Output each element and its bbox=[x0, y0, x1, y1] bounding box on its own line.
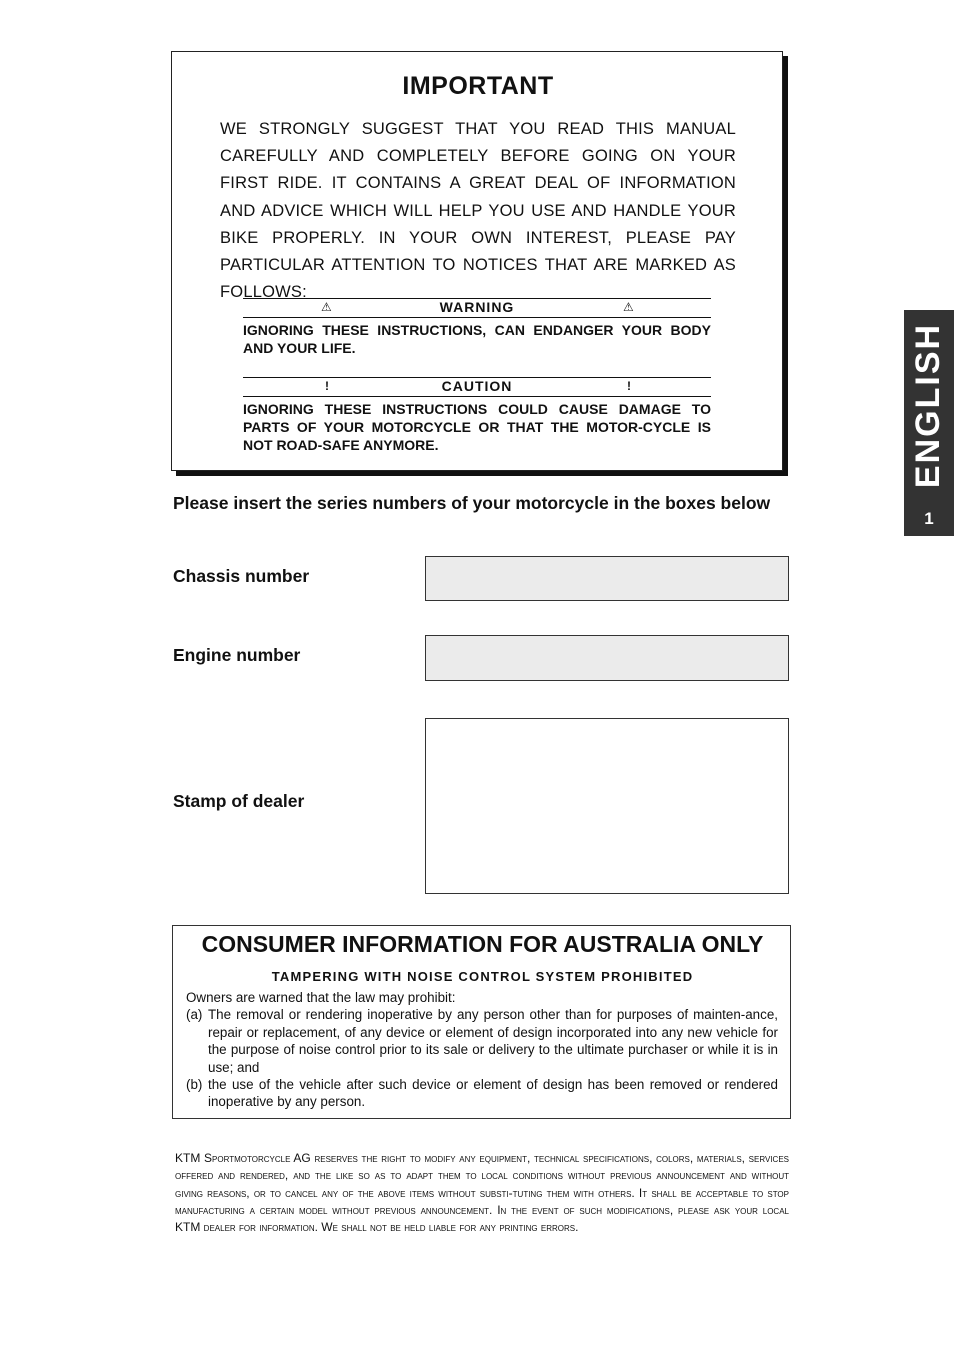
consumer-subtitle: TAMPERING WITH NOISE CONTROL SYSTEM PROHIBITED bbox=[271, 969, 694, 984]
chassis-number-box bbox=[425, 556, 789, 601]
caution-header bbox=[243, 377, 711, 397]
list-item bbox=[186, 1076, 778, 1111]
disclaimer-text: KTM Sportmotorcycle AG reserves the right to modify any equipment, technical specifications, colors, materials, services offered and rendered, and the like so as to adapt them to local conditions without previous announcement and without giving reasons, or to cancel any of the above items without substi-tuting them with others. It shall be acceptable to stop manufacturing a certain model without previous announcement. In the event of such modifications, please ask your local KTM dealer for information. We shall not be held liable for any printing errors. bbox=[175, 1151, 789, 1235]
series-instruction: Please insert the series numbers of your motorcycle in the boxes below bbox=[173, 493, 771, 513]
consumer-title: CONSUMER INFORMATION FOR AUSTRALIA ONLY bbox=[201, 931, 764, 957]
list-item-marker: (a) bbox=[186, 1007, 203, 1023]
list-item bbox=[186, 1006, 778, 1076]
engine-number-box bbox=[425, 635, 789, 681]
important-notice-box bbox=[171, 51, 783, 471]
warning-label: WARNING bbox=[439, 299, 515, 315]
caution-label: CAUTION bbox=[441, 378, 513, 394]
exclamation-icon: ! bbox=[627, 379, 632, 393]
language-side-tab bbox=[904, 310, 954, 536]
side-tab-language: ENGLISH bbox=[909, 322, 948, 488]
warning-triangle-icon: ⚠ bbox=[623, 300, 635, 314]
important-text: WE STRONGLY SUGGEST THAT YOU READ THIS MANUAL CAREFULLY AND COMPLETELY BEFORE GOING ON YOUR FIRST RIDE. IT CONTAINS A GREAT DEAL OF INFORMATION AND ADVICE WHICH WILL HELP YOU USE AND HANDLE YOUR BIKE PROPERLY. IN YOUR OWN INTEREST, PLEASE PAY PARTICULAR ATTENTION TO NOTICES THAT ARE MARKED AS FOLLOWS: bbox=[220, 120, 736, 302]
list-item-marker: (b) bbox=[186, 1077, 203, 1093]
consumer-body bbox=[186, 989, 778, 1111]
caution-text: IGNORING THESE INSTRUCTIONS COULD CAUSE DAMAGE TO PARTS OF YOUR MOTORCYCLE OR THAT THE MOTOR-CYCLE IS NOT ROAD-SAFE ANYMORE. bbox=[243, 401, 711, 453]
chassis-number-label: Chassis number bbox=[173, 566, 310, 586]
consumer-intro: Owners are warned that the law may prohibit: bbox=[186, 990, 456, 1005]
dealer-stamp-box bbox=[425, 718, 789, 894]
important-title: IMPORTANT bbox=[402, 72, 554, 100]
list-item-text: The removal or rendering inoperative by any person other than for purposes of mainten-ance, repair or replacement, of any device or element of design incorporated into any new vehicle for the purpose of noise control prior to its sale or delivery to the ultimate purchaser or while it is in use; and bbox=[208, 1007, 778, 1075]
warning-header bbox=[243, 298, 711, 318]
page-number: 1 bbox=[924, 509, 934, 528]
warning-text: IGNORING THESE INSTRUCTIONS, CAN ENDANGER YOUR BODY AND YOUR LIFE. bbox=[243, 322, 711, 356]
warning-notice bbox=[243, 298, 711, 357]
side-tab-language-wrap bbox=[904, 310, 954, 500]
dealer-stamp-label: Stamp of dealer bbox=[173, 791, 305, 811]
caution-notice bbox=[243, 377, 711, 454]
list-item-text: the use of the vehicle after such device or element of design has been removed or rendered inoperative by any person. bbox=[208, 1077, 778, 1110]
warning-triangle-icon: ⚠ bbox=[321, 300, 333, 314]
exclamation-icon: ! bbox=[325, 379, 330, 393]
engine-number-label: Engine number bbox=[173, 645, 301, 665]
consumer-information-box bbox=[172, 925, 791, 1119]
